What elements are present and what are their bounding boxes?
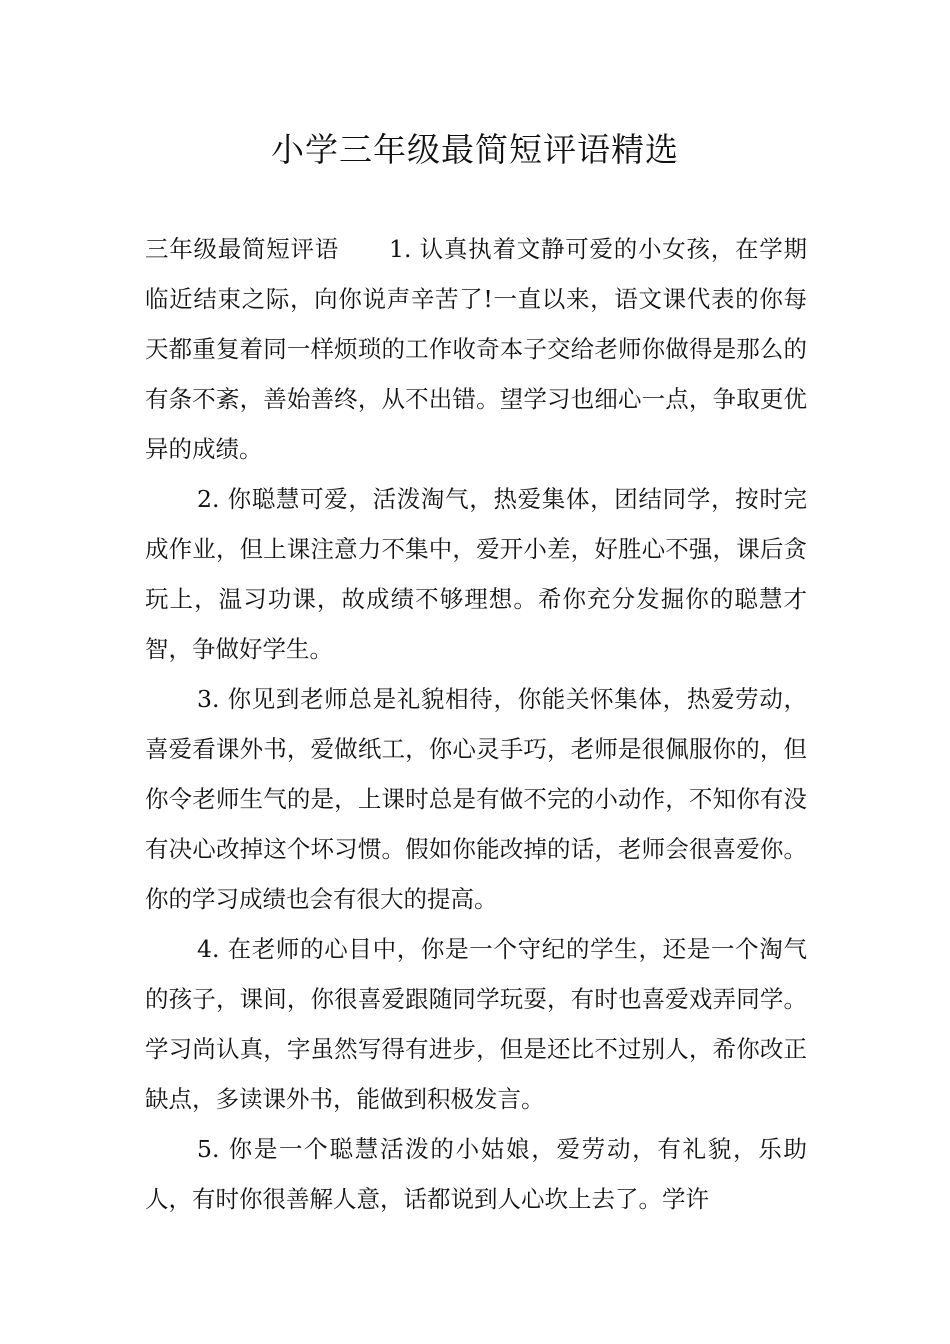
paragraph-1 [145, 224, 807, 474]
document-body [145, 224, 807, 1224]
paragraph-5: 5. 你是一个聪慧活泼的小姑娘，爱劳动，有礼貌，乐助人，有时你很善解人意，话都说到人心坎上去了。学许 [145, 1135, 807, 1213]
paragraph-4: 4. 在老师的心目中，你是一个守纪的学生，还是一个淘气的孩子，课间，你很喜爱跟随同学玩耍，有时也喜爱戏弄同学。学习尚认真，字虽然写得有进步，但是还比不过别人，希你改正缺点，多读课外书，能做到积极发言。 [145, 935, 807, 1113]
paragraph-3: 3. 你见到老师总是礼貌相待，你能关怀集体，热爱劳动，喜爱看课外书，爱做纸工，你心灵手巧，老师是很佩服你的，但你令老师生气的是，上课时总是有做不完的小动作，不知你有没有决心改掉这个坏习惯。假如你能改掉的话，老师会很喜爱你。你的学习成绩也会有很大的提高。 [145, 685, 807, 913]
paragraph-1-text: 1. 认真执着文静可爱的小女孩，在学期临近结束之际，向你说声辛苦了!一直以来，语文课代表的你每天都重复着同一样烦琐的工作收奇本子交给老师你做得是那么的有条不紊，善始善终，从不出错。望学习也细心一点，争取更优异的成绩。 [145, 235, 807, 463]
page-title: 小学三年级最简短评语精选 [271, 130, 679, 169]
lead-label: 三年级最简短评语 [145, 235, 340, 263]
paragraph-2: 2. 你聪慧可爱，活泼淘气，热爱集体，团结同学，按时完成作业，但上课注意力不集中，爱开小差，好胜心不强，课后贪玩上，温习功课，故成绩不够理想。希你充分发掘你的聪慧才智，争做好学生。 [145, 485, 807, 663]
